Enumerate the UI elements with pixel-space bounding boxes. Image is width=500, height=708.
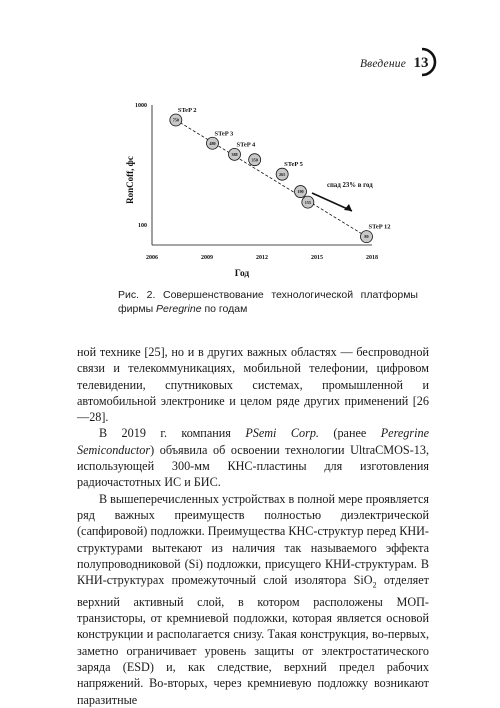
- paragraph: [77, 491, 429, 708]
- x-tick-label: 2015: [311, 255, 323, 261]
- annotation-text: спад 23% в год: [327, 182, 373, 189]
- text-run: (ранее: [318, 426, 381, 441]
- data-point-value: 190: [297, 189, 304, 195]
- step-label: STeP 3: [214, 130, 234, 138]
- data-point-value: 480: [209, 140, 216, 146]
- x-tick-label: 2009: [201, 255, 213, 261]
- figure-caption: [118, 288, 418, 316]
- page-number: 13: [413, 55, 429, 71]
- step-label: STeP 12: [368, 223, 391, 231]
- body-text: [77, 344, 429, 708]
- subscript: 2: [372, 580, 377, 590]
- data-point-value: 388: [231, 151, 238, 157]
- x-tick-label: 2018: [366, 255, 378, 261]
- text-run: В вышеперечисленных устройствах в полной мере проявляется ряд важных преимуществ полностью диэлектрической (сапфировой) подложки. Преимущества КНС-структур перед КНИ-структурами вытекают из наличия так называемого эффекта полупроводниковой (Si) подложки, присущего КНИ-структурам. В КНИ-структурах промежуточный слой изолятора SiO: [77, 491, 429, 588]
- y-tick-label: 1000: [135, 103, 147, 109]
- company-name: PSemi Corp.: [245, 426, 319, 441]
- x-axis-label: Год: [234, 269, 250, 279]
- step-label: STeP 5: [284, 161, 303, 169]
- text-run: ) объявила об освоении технологии UltraCMOS-13, использующей 300-мм КНС-пластины для изготовления радиочастотных ИС и БИС.: [77, 442, 429, 490]
- figure: [0, 90, 500, 280]
- paragraph: ной технике [25], но и в других важных областях — беспроводной связи и телекоммуникациях, мобильной телефонии, цифровом телевидении, спутниковых системах, промышленной и автомобильной электронике и целом ряде других применений [26—28].: [77, 345, 429, 425]
- text-run: В 2019 г. компания: [99, 426, 246, 441]
- text-run: отделяет верхний активный слой, в котором расположены МОП-транзисторы, от кремниевой подложки, которая является основой конструкции и располагается снизу. Такая конструкция, во-первых, заметно ограничивает уровень защиты от электростатического заряда (ESD) и, как следствие, верхний предел рабочих напряжений. Во-вторых, через кремниевую подложку возникают паразитные: [77, 573, 429, 707]
- data-point-value: 750: [172, 117, 179, 123]
- paragraph: [77, 425, 429, 490]
- caption-text: Совершенствование технологической платформы фирмы: [118, 289, 418, 315]
- page-header: [0, 50, 500, 80]
- step-label: STeP 2: [177, 106, 197, 114]
- caption-end: по годам: [201, 303, 248, 315]
- data-point-value: 155: [304, 199, 311, 205]
- data-point-value: 265: [279, 171, 286, 177]
- x-tick-label: 2006: [146, 255, 158, 261]
- data-point-value: 80: [364, 234, 369, 240]
- caption-company: Peregrine: [156, 303, 202, 315]
- y-tick-label: 100: [138, 223, 147, 229]
- x-tick-label: 2012: [256, 255, 268, 261]
- performance-chart: [0, 90, 500, 280]
- data-point-value: 350: [251, 157, 258, 163]
- step-label: STeP 4: [236, 141, 256, 149]
- company-name: Peregrine Semiconductor: [77, 426, 430, 457]
- section-title: Введение: [359, 58, 406, 70]
- y-axis-label: RonCoff, фс: [125, 156, 135, 204]
- caption-label: Рис. 2.: [118, 289, 156, 301]
